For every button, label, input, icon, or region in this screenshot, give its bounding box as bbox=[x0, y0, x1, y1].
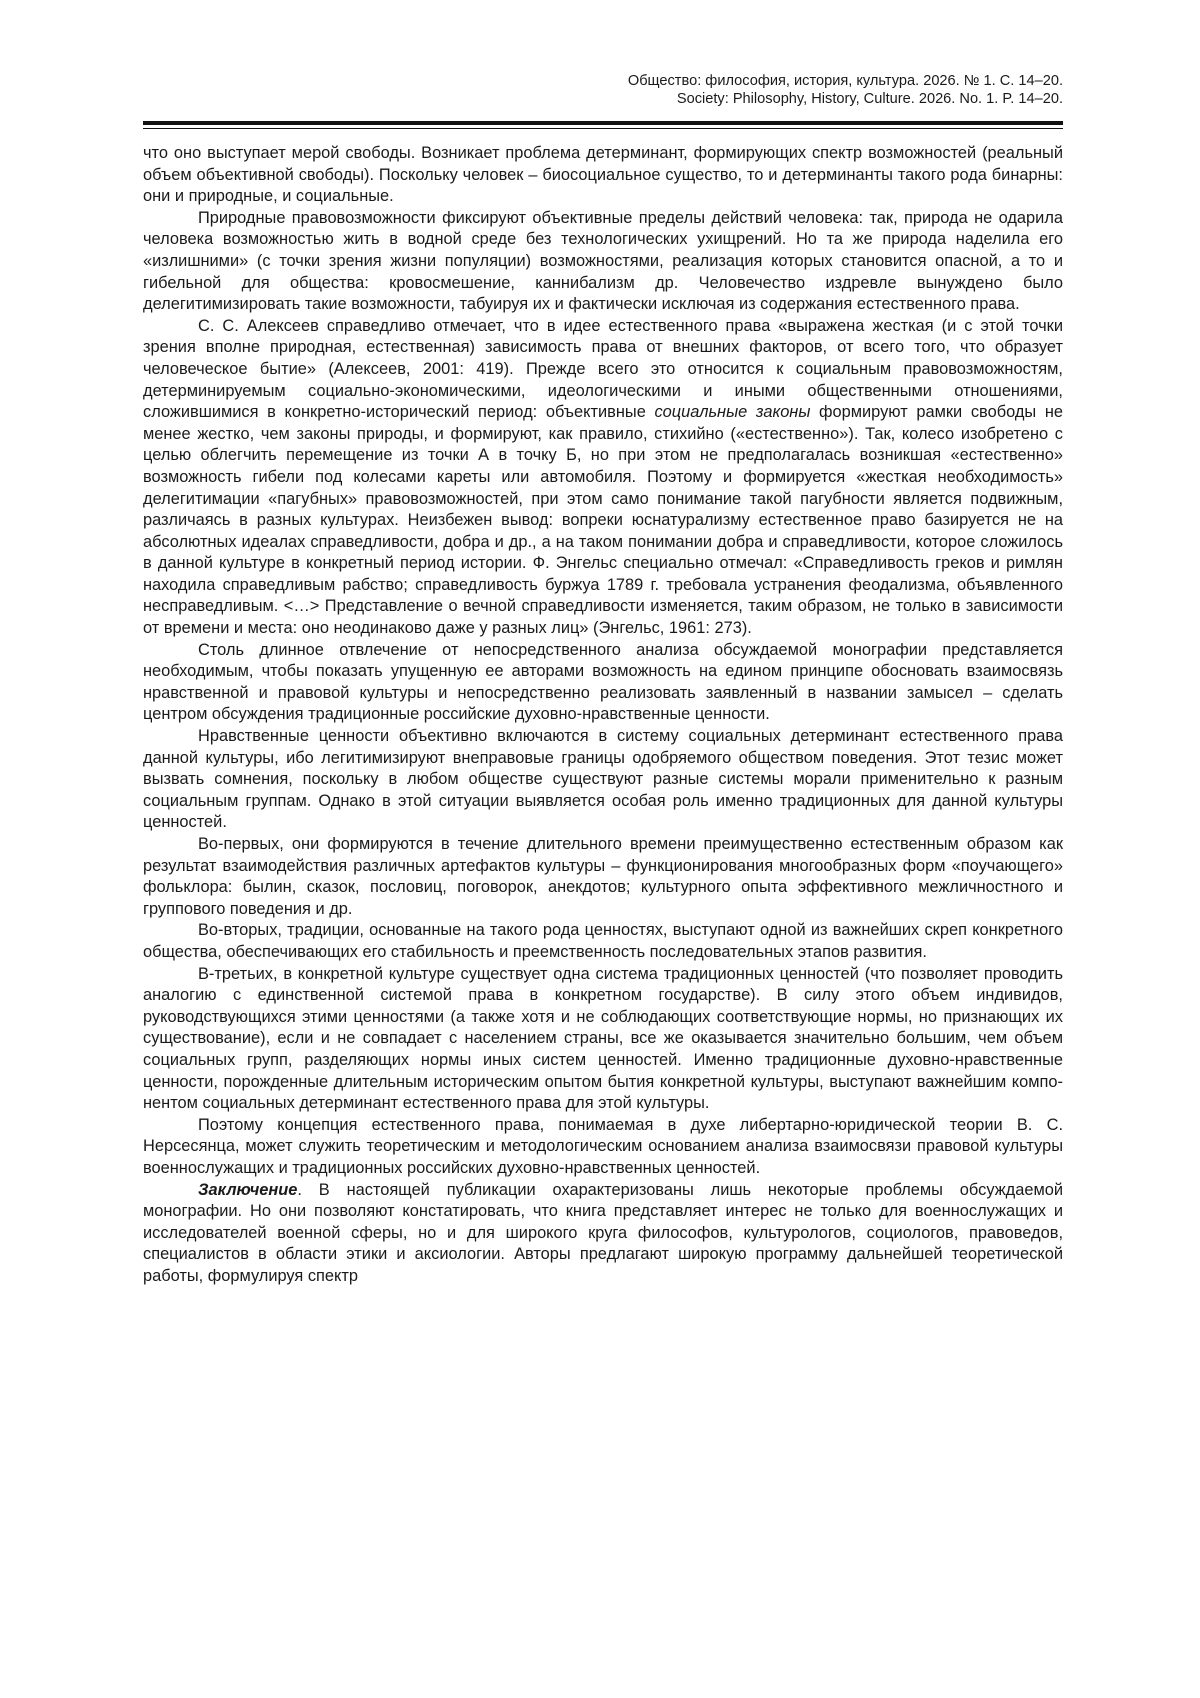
italic-term: социальные законы bbox=[654, 403, 811, 422]
paragraph bbox=[143, 316, 1063, 640]
header-citation-ru: Общество: философия, история, культура. 2026. № 1. С. 14–20. bbox=[627, 73, 1063, 89]
running-header bbox=[628, 72, 1063, 108]
paragraph: Поэтому концепция естественного права, понимаемая в духе либертарно-юридической теории В. С. Нерсесянца, может служить теоретическим и методологическим основанием анализа взаимосвязи правовой культуры военнослужащих и традиционных российских духовно-нравственных ценностей. bbox=[143, 1115, 1063, 1177]
paragraph: Во-вторых, традиции, основанные на такого рода ценностях, выступают одной из важнейших скреп конкретного общества, обеспечивающих его стабильность и преемственность последовательных этапов развития. bbox=[143, 921, 1063, 961]
paragraph: Столь длинное отвлечение от непосредственного анализа обсуждаемой монографии представляется необходимым, чтобы показать упущенную ее авторами возможность на едином принципе обосновать взаимосвязь нравственной и правовой культуры и непосредственно реализовать заявленный в названии замысел – сделать центром обсуждения традиционные российские духовно-нравственные ценности. bbox=[143, 640, 1063, 724]
paragraph: что оно выступает мерой свободы. Возникает проблема детерминант, формирующих спектр возможностей (реальный объем объективной свободы). Поскольку человек – биосоциальное существо, то и детерминанты такого рода бинарны: они и природные, и социальные. bbox=[143, 144, 1063, 206]
paragraph-text: формируют рамки свободы не менее жестко, чем законы природы, и формируют, как правило, стихийно («естественно»). Так, колесо изобретено с целью облегчить перемещение из точки А в точку Б, но при этом не предполагалась возникшая «естественно» возможность гибели под колесами кареты или автомобиля. Поэтому и формируется «жесткая необходимость» делегитимации «пагубных» правовозможностей, при этом само понимание такой пагубности является подвижным, различаясь в разных культурах. Неизбежен вывод: вопреки юснатурализму естественное право базируется не на абсолютных идеалах справедливости, добра и др., а на таком понимании добра и справедливости, которое сложилось в данной культуре в конкретный период истории. Ф. Энгельс специально отмечал: «Справедливость греков и римлян находила справедливым рабство; справедливость буржуа 1789 г. требовала устранения феодализма, объявленного несправедливым. <…> Представление о вечной справедливости изменяется, таким образом, не только в зависимости от времени и места: оно неодинаково даже у разных лиц» (Энгельс, 1961: 273). bbox=[143, 403, 1063, 638]
paragraph-text: С. С. Алексеев справедливо отмечает, что в идее естественного права «выражена жесткая (и с этой точки зрения вполне природная, естественная) зависимость права от внешних факторов, от всего того, что образует человеческое бытие» (Алексеев, 2001: 419). Прежде всего это относится к социальным правовозможностям, детерминируемым социально-экономическими, идеологическими и иными общественными отношениями, сложившимися в конкретно-исторический период: объективные bbox=[143, 316, 1063, 422]
paragraph: В-третьих, в конкретной культуре существует одна система традиционных ценностей (что позволяет проводить аналогию с единственной системой права в конкретном государстве). В силу этого объем индивидов, руководствующихся этими ценностями (а также хотя и не соблюдающих соответствующие нормы, но признающих их существование), если и не совпадает с населением страны, все же оказывается значительно большим, чем объем социальных групп, разделяющих нормы иных систем ценностей. Именно традиционные духовно-нравственные ценности, порожденные длительным историческим опытом бытия конкретной культуры, выступают важнейшим компонентом социальных детерминант естественного права для этой культуры. bbox=[143, 964, 1063, 1113]
header-rule-thick bbox=[143, 121, 1063, 125]
paragraph: Во-первых, они формируются в течение длительного времени преимущественно естественным образом как результат взаимодействия различных артефактов культуры – функционирования многообразных форм «поучающего» фольклора: былин, сказок, пословиц, поговорок, анекдотов; культурного опыта эффективного межличностного и группового поведения и др. bbox=[143, 835, 1063, 918]
article-body bbox=[143, 143, 1063, 1287]
paragraph: Природные правовозможности фиксируют объективные пределы действий человека: так, природа не одарила человека возможностью жить в водной среде без технологических ухищрений. Но та же природа наделила его «излишними» (с точки зрения жизни популяции) возможностями, реализация которых становится опасной, а то и гибельной для общества: кровосмешение, каннибализм др. Человечество издревле вынуждено было делегитимизировать такие возможности, табуируя их и фактически исключая из содержания естественного права. bbox=[143, 208, 1063, 314]
paragraph-text: . В настоящей публикации охарактеризованы лишь некоторые проблемы обсуждаемой монографии. Но они позволяют констатировать, что книга представляет интерес не только для военнослужащих и исследователей военной сферы, но и для широкого круга философов, культурологов, социологов, правоведов, специалистов в области этики и аксиологии. Авторы предлагают широкую программу дальнейшей теоретической работы, формулируя спектр bbox=[143, 1180, 1063, 1285]
conclusion-paragraph bbox=[143, 1180, 1063, 1288]
conclusion-heading: Заключение bbox=[198, 1180, 298, 1199]
paragraph: Нравственные ценности объективно включаются в систему социальных детерминант естественного права данной культуры, ибо легитимизируют внеправовые границы одобряемого обществом поведения. Этот тезис может вызвать сомнения, поскольку в любом обществе существуют разные системы морали применительно к разным социальным группам. Однако в этой ситуации выявляется особая роль именно традиционных для данной культуры ценностей. bbox=[143, 727, 1063, 832]
header-citation-en: Society: Philosophy, History, Culture. 2026. No. 1. P. 14–20. bbox=[676, 91, 1063, 107]
header-rule-thin bbox=[143, 128, 1063, 129]
